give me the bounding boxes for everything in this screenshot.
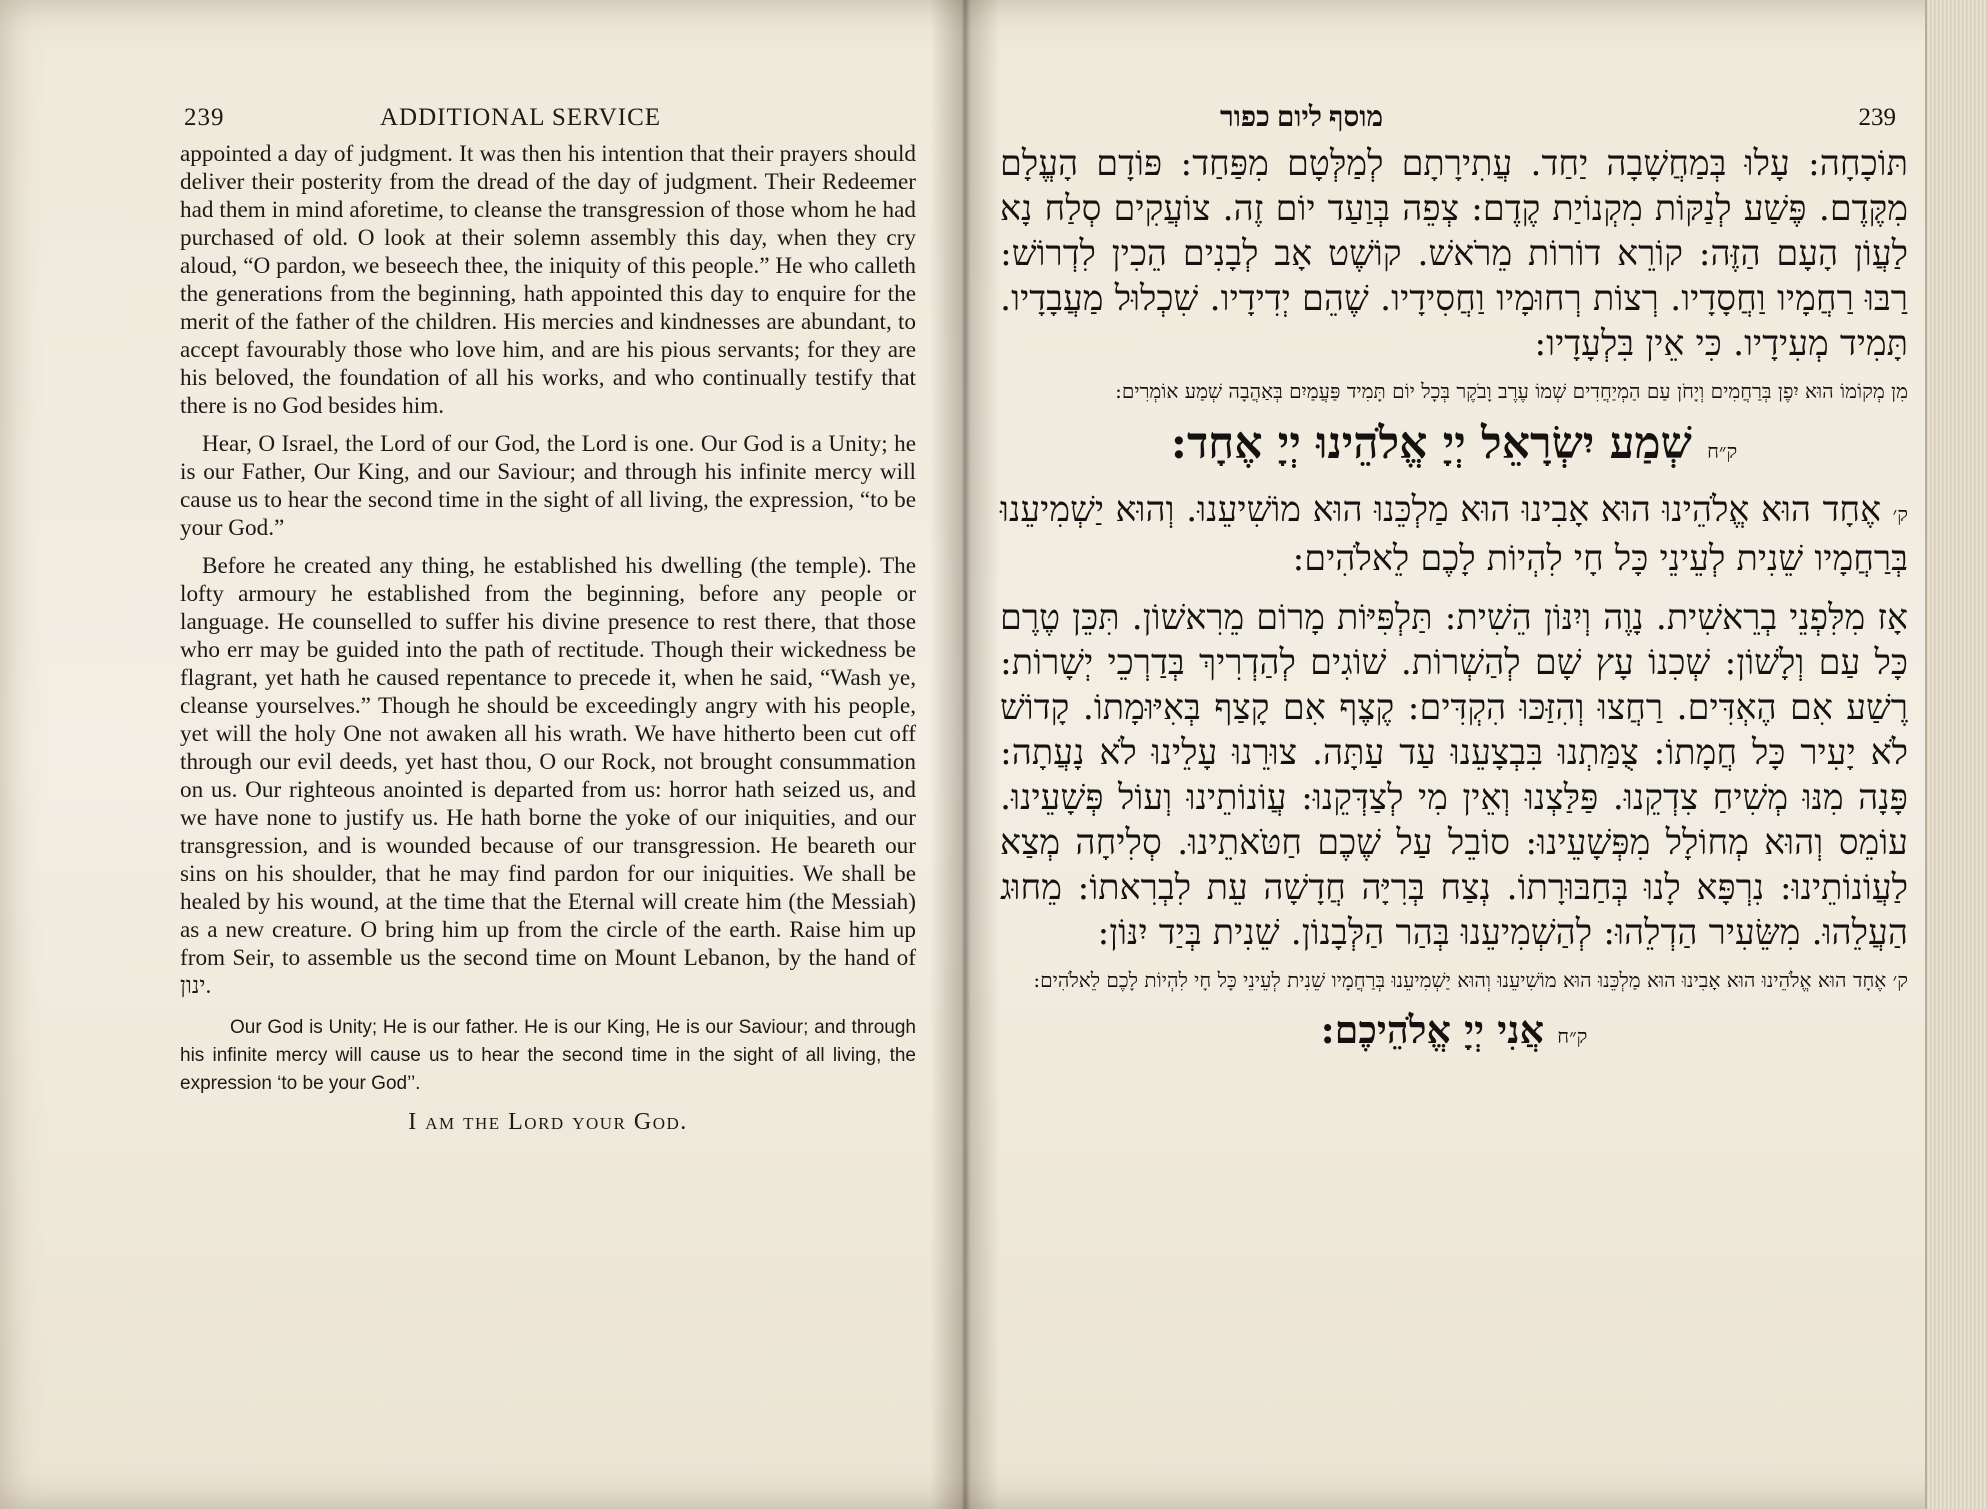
hebrew-block-1: תּוֹכָחָה: עָלוּ בְּמַחֲשָׁבָה יַחַד. עֲתִירָתָם לְמַלְּטָם מִפַּחַד: פּוֹדָם הָעֱלָם מִקֶּדֶם. פֶּשַׁע לְנַקּוֹת מִקְנוֹיַת קֶדֶם: צְפֵה בְּוַעַד יוֹם זֶה. צוֹעֲקִים סְלַח נָא לַעֲוֹן הָעָם הַזֶּה: קוֹרֵא דוֹרוֹת מֵרֹאשׁ. קוֹשֶׁט אָב לְבָנִים הֵכִין לִדְרוֹשׁ: רַבּוּ רַחֲמָיו וַחֲסָדָיו. רְצוֹת רְחוּמָיו וַחֲסִידָיו. שֶׁהֵם יְדִידָיו. שִׁכְלוּל מַעֲבָדָיו. תָּמִיד מְעִידָיו. כִּי אֵין בִּלְעָדָיו: — [1000, 144, 1908, 364]
right-page — [1000, 100, 1908, 1480]
small-2-text: אֶחָד הוּא אֱלֹהֵינוּ הוּא אָבִינוּ הוּא מַלְכֵּנוּ הוּא מוֹשִׁיעֵנוּ וְהוּא יַשְׁמִיעֵנוּ בְּרַחֲמָיו שֵׁנִית לְעֵינֵי כָּל חָי לִהְיוֹת לָכֶם לֵאלֹהִים: — [1033, 968, 1887, 992]
small-2-tag: ק׳ — [1892, 968, 1908, 992]
closing-line: I am the Lord your God. — [408, 1109, 688, 1135]
final-text: אֲנִי יְיָ אֱלֹהֵיכֶם: — [1320, 1007, 1545, 1052]
shema-tag: ק״ח — [1707, 439, 1738, 463]
english-text — [180, 140, 916, 1136]
final-line — [1000, 1002, 1908, 1064]
paragraph-1: appointed a day of judgment. It was then his intention that their prayers should deliver their posterity from the dread of the day of judgment. Their Redeemer had them in mind aforetime, to cleanse the transgression of those whom he had purchased of old. O look at their solemn assembly this day, when they cry aloud, “O pardon, we beseech thee, the iniquity of this people.” He who calleth the generations from the beginning, hath appointed this day to enquire for the merit of the father of the children. His mercies and kindnesses are abundant, to accept favourably those who love him, and are his pious servants; for they are his beloved, the foundation of all his works, and who continually testify that there is no God besides him. — [180, 141, 916, 419]
left-page-number: 239 — [184, 104, 225, 131]
left-page — [180, 100, 916, 1480]
paragraph-2: Hear, O Israel, the Lord of our God, the Lord is one. Our God is a Unity; he is our Father, Our King, and our Saviour; and through his infinite mercy will cause us to hear the second time in the sight of all living, the expression, “to be your God.” — [180, 431, 916, 541]
hebrew-text — [1000, 142, 1908, 1064]
footnote-paragraph: Our God is Unity; He is our father. He is our King, He is our Saviour; and through his infinite mercy will cause us to hear the second time in the sight of all living, the expression ‘to be your God’’. — [180, 1017, 916, 1094]
right-page-number: 239 — [1858, 104, 1896, 131]
page-edges — [1925, 0, 1987, 1509]
hebrew-small-block-1: מִן מְקוֹמוֹ הוּא יִפֶן בְּרַחֲמִים וְיָחֹן עַם הַמְיַחֲדִים שְׁמוֹ עֶרֶב וָבֹקֶר בְּכָל יוֹם תָּמִיד פַּעֲמַיִם בְּאַהֲבָה שְׁמַע אוֹמְרִים: — [1115, 379, 1908, 403]
book-gutter — [930, 0, 1000, 1509]
hebrew-block-2 — [1000, 488, 1908, 582]
shema-line — [1000, 413, 1908, 482]
final-tag: ק״ח — [1557, 1024, 1588, 1048]
shema-text: שְׁמַע יִשְׂרָאֵל יְיָ אֱלֹהֵינוּ יְיָ אֶחָד: — [1170, 418, 1692, 469]
block-2-text: אֶחָד הוּא אֱלֹהֵינוּ הוּא אָבִינוּ הוּא מַלְכֵּנוּ הוּא מוֹשִׁיעֵנוּ. וְהוּא יַשְׁמִיעֵנוּ בְּרַחֲמָיו שֵׁנִית לְעֵינֵי כָּל חָי לִהְיוֹת לָכֶם לֵאלֹהִים: — [1000, 490, 1908, 579]
right-running-title: מוסף ליום כפור — [1220, 102, 1384, 133]
right-running-head — [1000, 100, 1908, 142]
hebrew-block-3: אָז מִלִּפְנֵי בְרֵאשִׁית. נָוֶה וְיִנּוֹן הֵשִׁית: תַּלְפִּיּוֹת מָרוֹם מֵרִאשׁוֹן. תִּכֵּן טֶרֶם כָּל עַם וְלָשׁוֹן: שְׁכִנוֹ עָץ שָׁם לְהַשְׁרוֹת. שׁוֹגִים לְהַדְרִיךְ בְּדַרְכֵי יְשָׁרוֹת: רֶשַׁע אִם הֶאְדִּים. רַחֲצוּ וְהִזַּכּוּ הִקְדִּים: קֶצֶף אִם קָצַף בְּאִיּוּמָתוֹ. קָדוֹשׁ לֹא יָעִיר כָּל חֲמָתוֹ: צֻמַּתְנוּ בִּבְצָעֵנוּ עַד עַתָּה. צוּרֵנוּ עָלֵינוּ לֹא נָעֲתָה: פָּנָה מִנּוּ מְשִׁיחַ צִדְקֵנוּ. פַּלַּצְנוּ וְאֵין מִי לְצַדְּקֵנוּ: עֲוֹנוֹתֵינוּ וְעוֹל פְּשָׁעֵינוּ. עוֹמֵס וְהוּא מְחוֹלָל מִפְּשָׁעֵינוּ: סוֹבֵל עַל שֶׁכֶם חַטֹּאתֵינוּ. סְלִיחָה מְצַא לַעֲוֹנוֹתֵינוּ: נִרְפָּא לָנוּ בְּחַבּוּרָתוֹ. נְצַח בְּרִיָּה חֲדָשָׁה עֵת לִבְרִאתוֹ: מֵחוּג הַעֲלֵהוּ. מִשֵּׂעִיר הַדְלֵהוּ: לְהַשְׁמִיעֵנוּ בְּהַר הַלְּבָנוֹן. שֵׁנִית בְּיַד יִנּוֹן: — [1000, 598, 1908, 953]
left-running-title: ADDITIONAL SERVICE — [380, 104, 662, 131]
hebrew-small-block-2 — [1000, 964, 1908, 996]
paragraph-3: Before he created any thing, he established his dwelling (the temple). The lofty armoury he established from the beginning, before any people or language. He counselled to suffer his divine presence to rest there, that those who err may be guided into the path of rectitude. Though their wickedness be flagrant, yet hath he caused repentance to precede it, when he said, “Wash ye, cleanse yourselves.” Though he should be exceedingly angry with his people, yet will the holy One not awaken all his wrath. We have hitherto been cut off through our evil deeds, yet hast thou, O our Rock, not brought consummation on us. Our righteous anointed is departed from us: horror hath seized us, and we have none to justify us. He hath borne the yoke of our iniquities, and our transgression, and is wounded because of our transgression. He beareth our sins on his shoulder, that he may find pardon for our iniquities. We shall be healed by his wound, at the time that the Eternal will create him (the Messiah) as a new creature. O bring him up from the circle of the earth. Raise him up from Seir, to assemble us the second time on Mount Lebanon, by the hand of ינון. — [180, 553, 916, 999]
block-2-tag: ק׳ — [1892, 502, 1908, 526]
left-running-head — [180, 100, 916, 140]
